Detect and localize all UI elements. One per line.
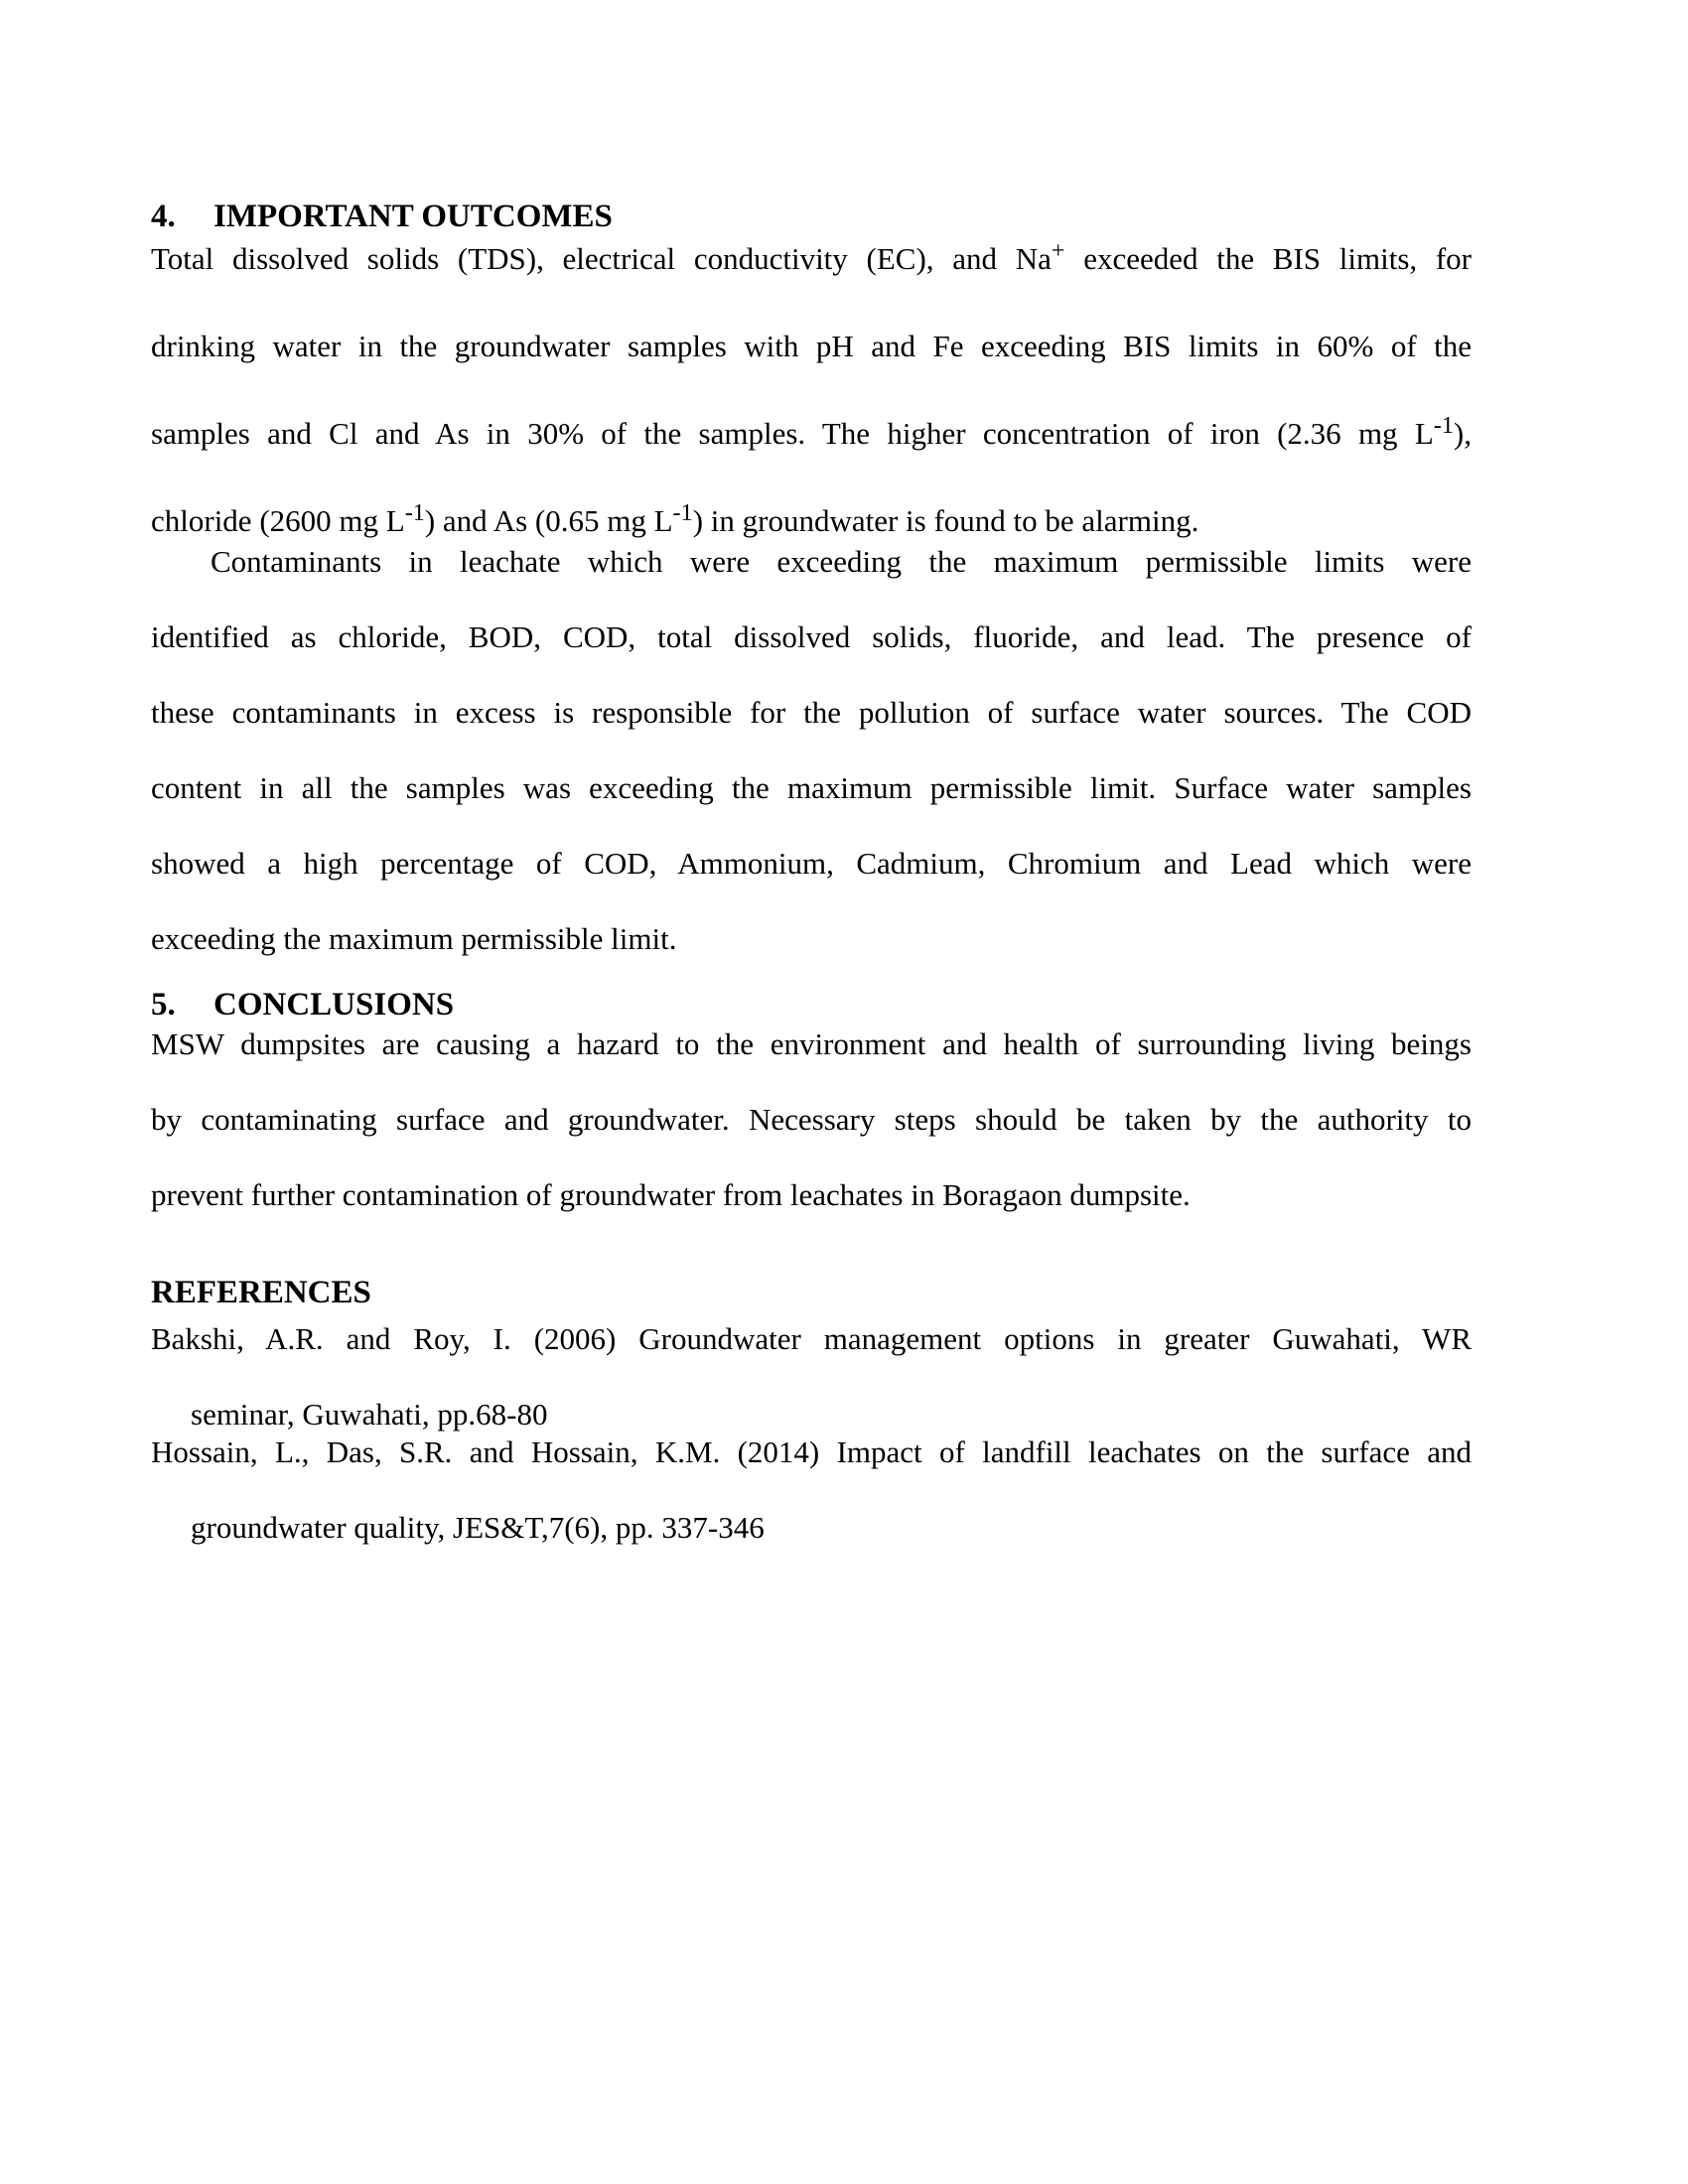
section-title: CONCLUSIONS: [213, 987, 455, 1023]
text-line: exceeding the maximum permissible limit.: [151, 921, 677, 956]
reference-bakshi-roy-2006: [151, 1320, 1472, 1433]
conclusions-paragraph: [151, 1025, 1472, 1214]
section-number: 5.: [151, 987, 176, 1023]
text-line: samples and Cl and As in 30% of the samples. The higher concentration of iron (2.36 mg $L^{-1}$),: [151, 412, 1472, 451]
text-line: chloride (2600 mg $L^{-1}$) and As (0.65 mg $L^{-1}$) in groundwater is found to be alarming.: [151, 499, 1199, 538]
contaminants-paragraph: [151, 543, 1472, 958]
superscript: -1: [672, 499, 693, 527]
text-line: drinking water in the groundwater samples with pH and Fe exceeding BIS limits in 60% of the: [151, 329, 1472, 363]
superscript: +: [1051, 237, 1065, 265]
text-line: Contaminants in leachate which were exceeding the maximum permissible limits were: [211, 544, 1472, 579]
text-line: these contaminants in excess is responsible for the pollution of surface water sources. The COD: [151, 695, 1472, 730]
text-line: prevent further contamination of groundwater from leachates in Boragaon dumpsite.: [151, 1177, 1191, 1212]
superscript: -1: [404, 499, 425, 527]
references-heading: [151, 1272, 1472, 1313]
section-title: IMPORTANT OUTCOMES: [213, 199, 613, 234]
text-line: Hossain, L., Das, S.R. and Hossain, K.M. (2014) Impact of landfill leachates on the surface and: [151, 1434, 1472, 1469]
conclusions-heading: [151, 984, 1472, 1025]
text-line: groundwater quality, JES&T,7(6), pp. 337-346: [191, 1510, 765, 1545]
text-line: Total dissolved solids (TDS), electrical conductivity (EC), and Na+ exceeded the BIS limits, for: [151, 237, 1473, 276]
text-line: Bakshi, A.R. and Roy, I. (2006) Groundwater management options in greater Guwahati, WR: [151, 1321, 1472, 1356]
text-line: MSW dumpsites are causing a hazard to the environment and health of surrounding living beings: [151, 1026, 1472, 1061]
document-content: [151, 196, 1472, 1547]
text-line: identified as chloride, BOD, COD, total dissolved solids, fluoride, and lead. The presence of: [151, 619, 1472, 654]
section-title: REFERENCES: [151, 1275, 371, 1310]
important-outcomes-heading: [151, 196, 1472, 237]
outcomes-paragraph: [151, 237, 1472, 543]
text-line: content in all the samples was exceeding the maximum permissible limit. Surface water samples: [151, 770, 1472, 805]
section-number: 4.: [151, 199, 176, 234]
text-line: showed a high percentage of COD, Ammonium, Cadmium, Chromium and Lead which were: [151, 846, 1472, 881]
superscript: -1: [1433, 412, 1454, 440]
text-line: by contaminating surface and groundwater. Necessary steps should be taken by the authority to: [151, 1102, 1472, 1137]
reference-hossain-das-2014: [151, 1433, 1472, 1547]
text-line: seminar, Guwahati, pp.68-80: [191, 1397, 548, 1432]
